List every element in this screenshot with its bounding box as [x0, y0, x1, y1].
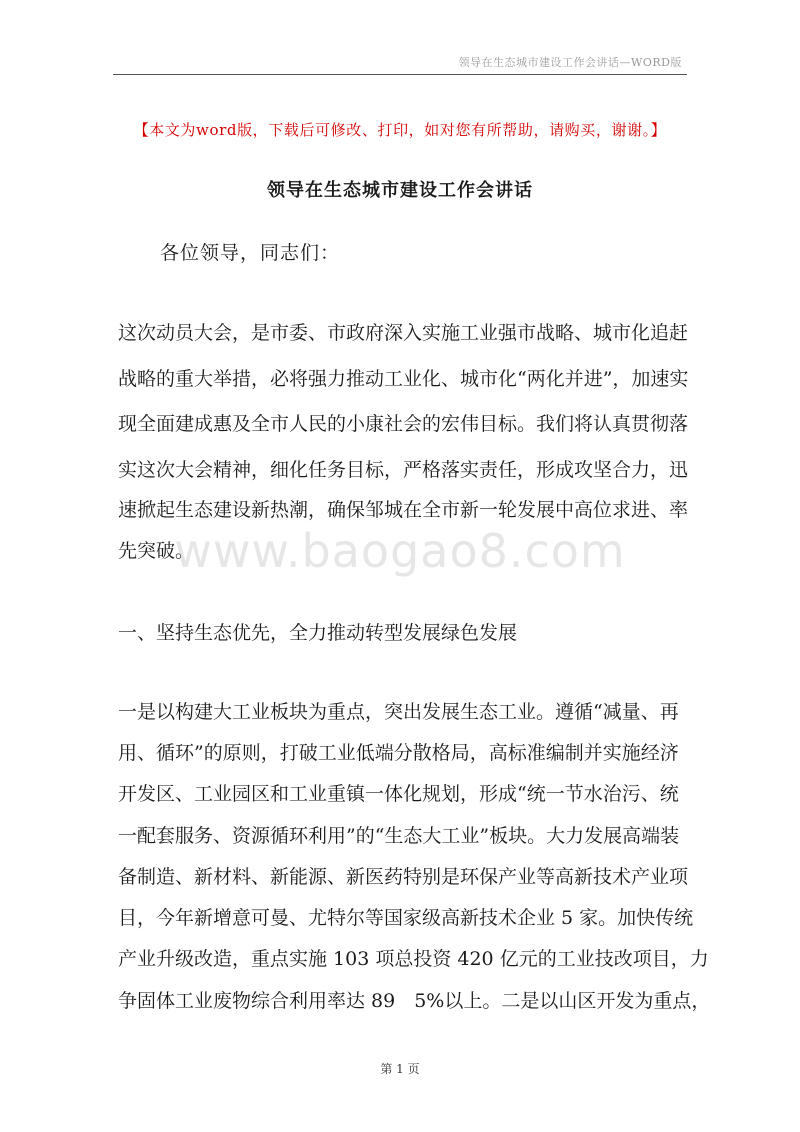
watermark: www.baogao8.com [174, 524, 626, 578]
paragraph-line: 战略的重大举措，必将强力推动工业化、城市化“两化并进”，加速实 [118, 368, 689, 390]
paragraph-line: 产业升级改造，重点实施 103 项总投资 420 亿元的工业技改项目，力 [118, 948, 709, 970]
section-heading: 一、坚持生态优先，全力推动转型发展绿色发展 [118, 622, 518, 644]
paragraph-line: 速掀起生态建设新热潮，确保邹城在全市新一轮发展中高位求进、率 [118, 499, 689, 521]
paragraph-line: 目，今年新增意可曼、尤特尔等国家级高新技术企业 5 家。加快传统 [118, 907, 694, 929]
document-title: 领导在生态城市建设工作会讲话 [267, 180, 533, 201]
paragraph-line: 用、循环”的原则，打破工业低端分散格局，高标准编制并实施经济 [118, 742, 679, 764]
header-divider [113, 74, 687, 75]
download-notice: 【本文为word版，下载后可修改、打印，如对您有所帮助，请购买，谢谢。】 [133, 121, 667, 139]
paragraph-line: 备制造、新材料、新能源、新医药特别是环保产业等高新技术产业项 [118, 866, 689, 888]
salutation: 各位领导，同志们： [160, 242, 341, 264]
paragraph-line: 争固体工业废物综合利用率达 89 5%以上。二是以山区开发为重点， [118, 990, 711, 1012]
paragraph-line: 实这次大会精神，细化任务目标，严格落实责任，形成攻坚合力，迅 [118, 459, 689, 481]
paragraph-line: 现全面建成惠及全市人民的小康社会的宏伟目标。我们将认真贯彻落 [118, 413, 689, 435]
paragraph-line: 这次动员大会，是市委、市政府深入实施工业强市战略、城市化追赶 [118, 322, 689, 344]
paragraph-line: 一是以构建大工业板块为重点，突出发展生态工业。遵循“减量、再 [118, 701, 679, 723]
running-header: 领导在生态城市建设工作会讲话—WORD版 [458, 56, 682, 69]
page-number: 第 1 页 [380, 1062, 420, 1076]
paragraph-line: 一配套服务、资源循环利用”的“生态大工业”板块。大力发展高端装 [118, 825, 680, 847]
paragraph-line: 先突破。 [118, 540, 195, 562]
paragraph-line: 开发区、工业园区和工业重镇一体化规划，形成“统一节水治污、统 [118, 783, 679, 805]
